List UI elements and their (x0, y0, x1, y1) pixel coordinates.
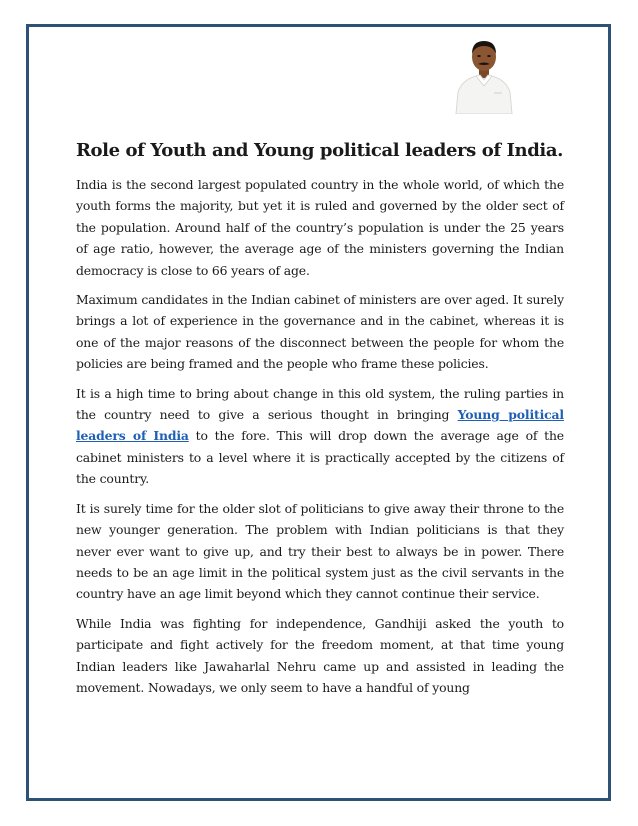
paragraph-4: It is surely time for the older slot of politicians to give away their throne to the new younger generation. The problem with Indian politicians is that they never ever want to give up, and try their best to always be in power. There needs to be an age limit in the political system just as the civil servants in the country have an age limit beyond which they cannot continue their service. (76, 500, 564, 602)
paragraph-5: While India was fighting for independence, Gandhiji asked the youth to participate and fight actively for the freedom moment, at that time young Indian leaders like Jawaharlal Nehru came up and assisted in leading the movement. Nowadays, we only seem to have a handful of young (76, 615, 564, 695)
portrait-image (452, 34, 516, 114)
politician-photo (452, 34, 516, 114)
paragraph-3 (76, 383, 564, 490)
paragraph-1: India is the second largest populated country in the whole world, of which the youth forms the majority, but yet it is ruled and governed by the older sect of the population. Around half of the country’s population is under the 25 years of age ratio, however, the average age of the ministers governing the Indian democracy is close to 66 years of age. (76, 177, 564, 278)
paragraph-3-before: It is a high time to bring about change in this old system, the ruling parties in the country need to give a serious thought in bringing (76, 385, 564, 423)
young-political-leaders-link[interactable]: Young political leaders of India (76, 407, 564, 444)
article-title: Role of Youth and Young political leaders of India. (76, 140, 564, 161)
paragraph-2: Maximum candidates in the Indian cabinet of ministers are over aged. It surely brings a lot of experience in the governance and in the cabinet, whereas it is one of the major reasons of the disconnect between the people for whom the policies are being framed and the people who frame these policies. (76, 292, 564, 372)
article (76, 138, 564, 706)
paragraph-3-after: to the fore. This will drop down the average age of the cabinet ministers to a level where it is practically accepted by the citizens of the country. (76, 428, 564, 487)
